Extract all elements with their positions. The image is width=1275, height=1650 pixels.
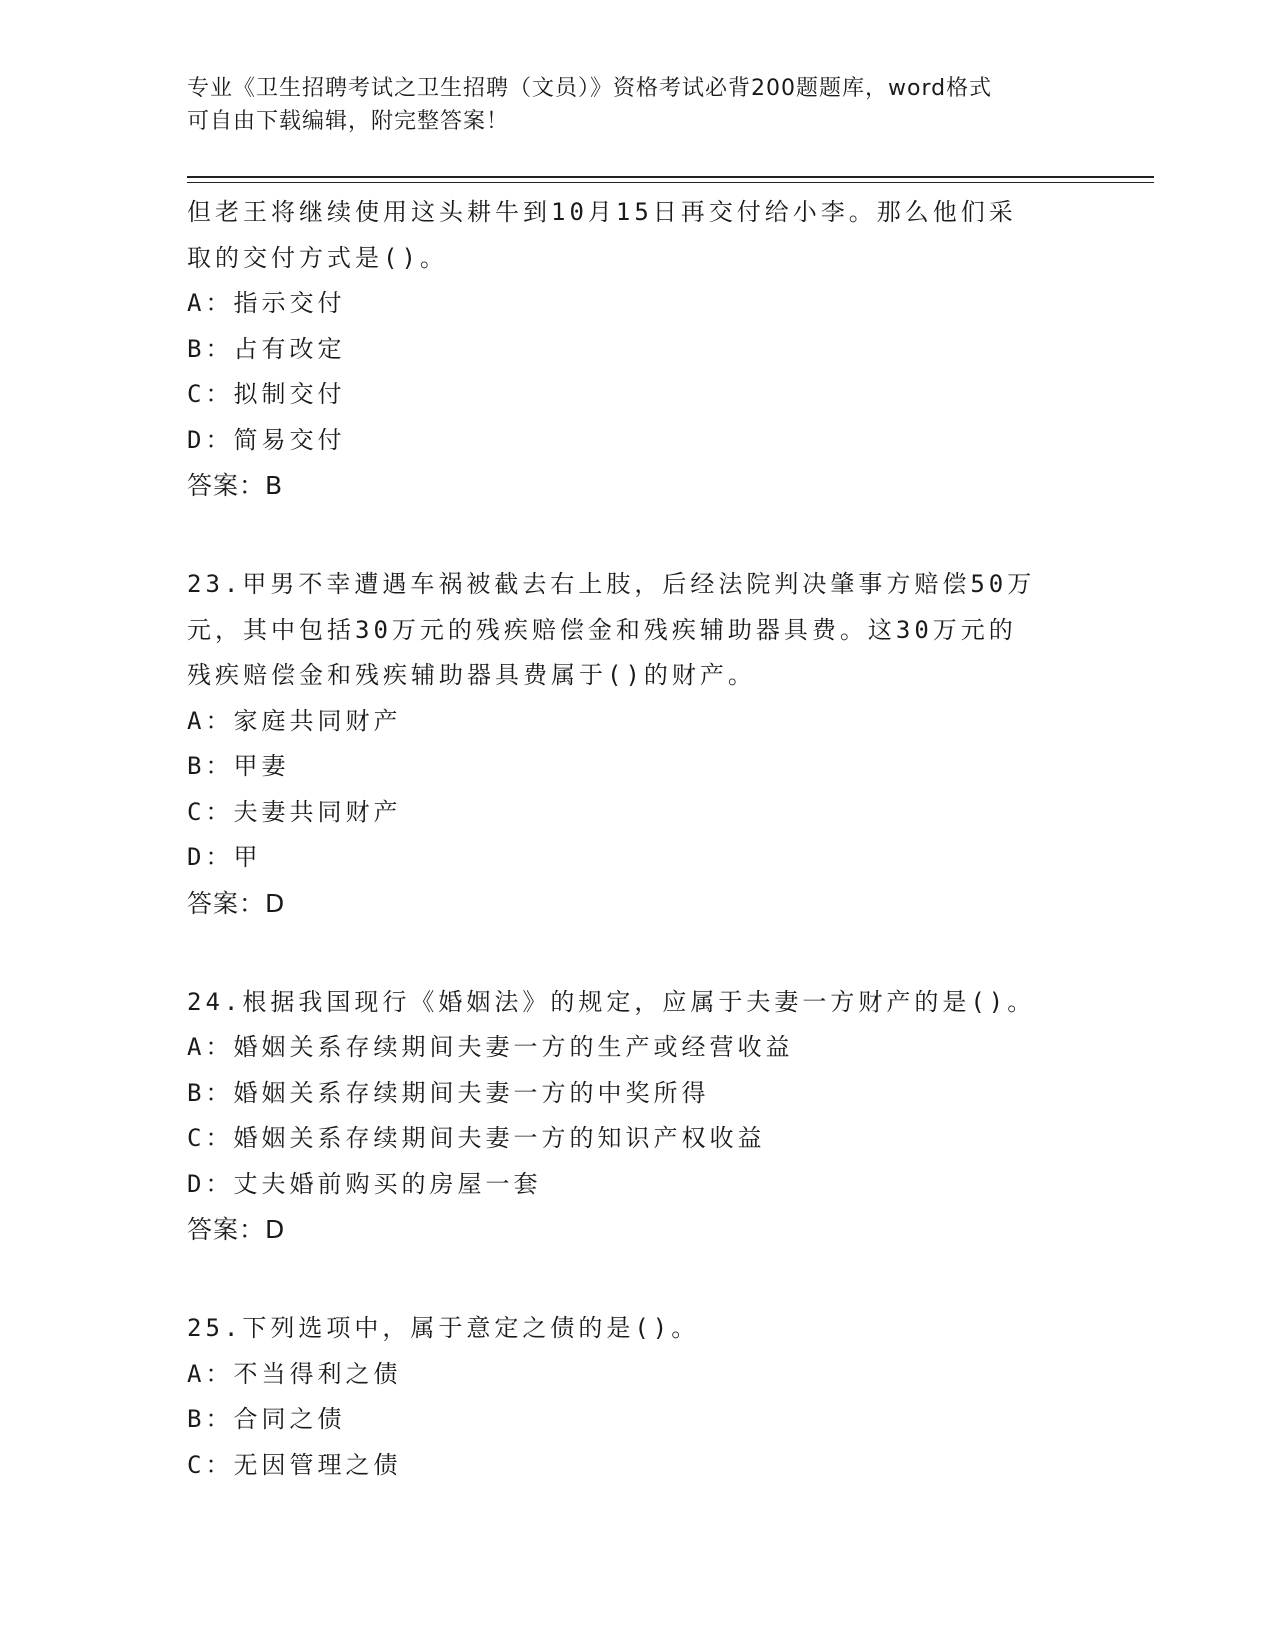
question-24 bbox=[187, 980, 1087, 1253]
option-c: C：拟制交付 bbox=[187, 380, 346, 408]
header-line-1: 专业《卫生招聘考试之卫生招聘（文员）》资格考试必背200题题库，word格式 bbox=[187, 76, 993, 101]
option-a: A：家庭共同财产 bbox=[187, 706, 402, 735]
option-b: B：占有改定 bbox=[187, 334, 346, 363]
spacer bbox=[187, 509, 1087, 555]
option-c: C：婚姻关系存续期间夫妻一方的知识产权收益 bbox=[187, 1124, 766, 1152]
option-a: A：不当得利之债 bbox=[187, 1359, 402, 1388]
question-22 bbox=[187, 190, 1087, 509]
document-header bbox=[187, 72, 1087, 138]
question-stem: 24.根据我国现行《婚姻法》的规定，应属于夫妻一方财产的是()。 bbox=[187, 987, 1036, 1016]
question-stem: 残疾赔偿金和残疾辅助器具费属于()的财产。 bbox=[187, 661, 756, 689]
option-a: A：指示交付 bbox=[187, 289, 346, 317]
question-stem: 但老王将继续使用这头耕牛到10月15日再交付给小李。那么他们采 bbox=[187, 198, 1017, 226]
header-divider-thin bbox=[187, 182, 1154, 183]
spacer bbox=[187, 926, 1087, 972]
question-23 bbox=[187, 562, 1087, 926]
question-stem: 元，其中包括30万元的残疾赔偿金和残疾辅助器具费。这30万元的 bbox=[187, 615, 1017, 644]
option-b: B：合同之债 bbox=[187, 1405, 346, 1433]
header-line-2: 可自由下载编辑，附完整答案！ bbox=[187, 109, 510, 134]
question-25 bbox=[187, 1306, 1087, 1488]
option-c: C：无因管理之债 bbox=[187, 1450, 402, 1479]
answer-line: 答案：D bbox=[187, 888, 286, 918]
question-stem: 25.下列选项中，属于意定之债的是()。 bbox=[187, 1314, 700, 1342]
answer-line: 答案：D bbox=[187, 1215, 286, 1244]
option-b: B：甲妻 bbox=[187, 752, 290, 780]
question-stem: 取的交付方式是()。 bbox=[187, 243, 448, 272]
answer-line: 答案：B bbox=[187, 471, 284, 500]
option-d: D：丈夫婚前购买的房屋一套 bbox=[187, 1169, 542, 1198]
option-b: B：婚姻关系存续期间夫妻一方的中奖所得 bbox=[187, 1078, 710, 1107]
spacer bbox=[187, 1253, 1087, 1299]
option-a: A：婚姻关系存续期间夫妻一方的生产或经营收益 bbox=[187, 1033, 794, 1061]
question-stem: 23.甲男不幸遭遇车祸被截去右上肢，后经法院判决肇事方赔偿50万 bbox=[187, 570, 1036, 598]
question-list bbox=[187, 190, 1087, 1488]
option-c: C：夫妻共同财产 bbox=[187, 797, 402, 826]
option-d: D：简易交付 bbox=[187, 425, 346, 454]
header-divider-thick bbox=[187, 176, 1154, 178]
option-d: D：甲 bbox=[187, 843, 262, 871]
